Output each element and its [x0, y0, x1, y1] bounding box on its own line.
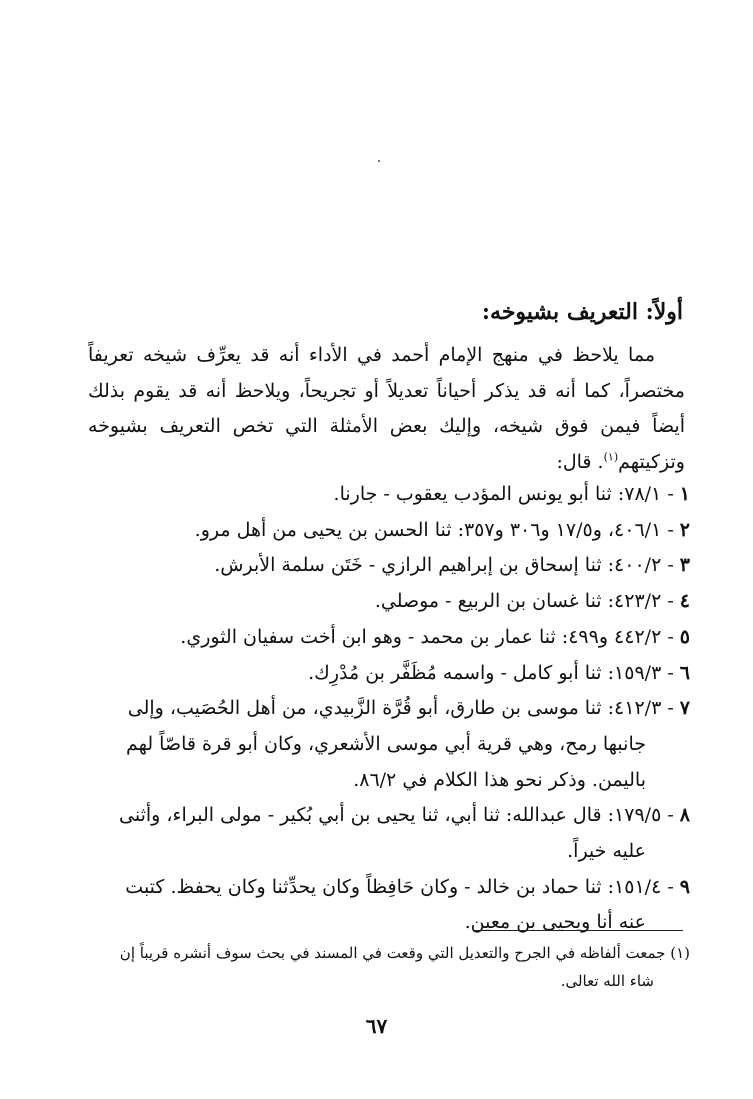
- footnote-separator: [473, 930, 683, 931]
- example-entry-3: ٣ - ٤٠٠/٢: ثنا إسحاق بن إبراهيم الرازي - خَتَن سلمة الأبرش.: [214, 554, 690, 577]
- example-entry-4: ٤ - ٤٢٣/٢: ثنا غسان بن الربيع - موصلي.: [374, 590, 690, 613]
- entry-text: ٧٨/١: ثنا أبو يونس المؤدب يعقوب - جارنا.: [333, 483, 662, 505]
- entry-number: ٧: [679, 697, 690, 720]
- entry-text: ٤١٢/٣: ثنا موسى بن طارق، أبو قُرَّة الزَّبيدي، من أهل الحُصَيب، وإلى: [127, 697, 662, 720]
- footnote-reference[interactable]: (١): [603, 450, 619, 464]
- footnote: [62, 939, 690, 995]
- entry-continuation: باليمن. وذكر نحو هذا الكلام في ٨٦/٢.: [353, 768, 646, 791]
- entry-number: ٦: [679, 661, 690, 684]
- example-entry-1: ١ - ٧٨/١: ثنا أبو يونس المؤدب يعقوب - جارنا.: [333, 483, 690, 505]
- section-heading: أولاً: التعريف بشيوخه:: [481, 299, 683, 325]
- footnote-line-1: جمعت ألفاظه في الجرح والتعديل التي وقعت في المسند في بحث سوف أنشره قريباً إن: [119, 944, 666, 962]
- intro-line-4-end: . قال:: [556, 451, 604, 474]
- intro-line-3: أيضاً فيمن فوق شيخه، وإليك بعض الأمثلة التي تخص التعريف بشيوخه: [88, 415, 685, 438]
- entry-number: ٨: [679, 804, 690, 827]
- examples-list: [60, 477, 690, 941]
- entry-text: ٤٠٠/٢: ثنا إسحاق بن إبراهيم الرازي - خَتَن سلمة الأبرش.: [214, 554, 662, 577]
- entry-number: ٥: [679, 625, 690, 648]
- footnote-line-2: شاء الله تعالى.: [560, 972, 654, 990]
- entry-number: ٤: [679, 590, 690, 613]
- intro-line-2: مختصراً، كما أنه قد يذكر أحياناً تعديلاً أو تجريحاً، ويلاحظ أنه قد يقوم بذلك: [88, 379, 685, 402]
- entry-number: ٢: [679, 518, 690, 541]
- entry-continuation: جانبها رمح، وهي قرية أبي موسى الأشعري، وكان أبو قرة قاصّاً لهم: [125, 732, 646, 755]
- entry-number: ٩: [679, 875, 690, 898]
- intro-paragraph: [88, 338, 685, 481]
- entry-text: ١٧٩/٥: قال عبدالله: ثنا أبي، ثنا يحيى بن أبي بُكير - مولى البراء، وأثنى: [119, 804, 662, 827]
- entry-continuation: عليه خيراً.: [567, 840, 646, 863]
- entry-number: ١: [679, 483, 690, 505]
- example-entry-6: ٦ - ١٥٩/٣: ثنا أبو كامل - واسمه مُظَفَّر بن مُدْرِك.: [308, 661, 690, 684]
- entry-continuation: عنه أنا ويحيى بن معين.: [464, 911, 646, 934]
- example-entry-8: ٨ - ١٧٩/٥: قال عبدالله: ثنا أبي، ثنا يحيى بن أبي بُكير - مولى البراء، وأثنى عليه خيراً.: [60, 798, 690, 869]
- scan-speck: [378, 160, 380, 162]
- example-entry-9: ٩ - ١٥١/٤: ثنا حماد بن خالد - وكان حَافِظاً وكان يحدِّثنا وكان يحفظ. كتبت عنه أنا ويحيى بن معين.: [60, 870, 690, 941]
- entry-number: ٣: [679, 554, 690, 577]
- footnote-marker: (١): [670, 944, 690, 962]
- entry-text: ١٥١/٤: ثنا حماد بن خالد - وكان حَافِظاً وكان يحدِّثنا وكان يحفظ. كتبت: [125, 875, 662, 898]
- example-entry-2: ٢ - ٤٠٦/١، و١٧/٥ و٣٠٦ و٣٥٧: ثنا الحسن بن يحيى من أهل مرو.: [194, 518, 690, 541]
- entry-text: ٤٤٢/٢ و٤٩٩: ثنا عمار بن محمد - وهو ابن أخت سفيان الثوري.: [180, 625, 662, 648]
- page-number: ٦٧: [365, 1014, 388, 1038]
- entry-text: ٤٠٦/١، و١٧/٥ و٣٠٦ و٣٥٧: ثنا الحسن بن يحيى من أهل مرو.: [194, 518, 662, 541]
- entry-text: ١٥٩/٣: ثنا أبو كامل - واسمه مُظَفَّر بن مُدْرِك.: [308, 661, 662, 684]
- example-entry-7: ٧ - ٤١٢/٣: ثنا موسى بن طارق، أبو قُرَّة الزَّبيدي، من أهل الحُصَيب، وإلى جانبها رمح، وهي قرية أبي موسى الأشعري، وكان أبو قرة قاصّاً لهم باليمن. وذكر نحو هذا الكلام في ٨٦/٢.: [60, 691, 690, 798]
- entry-text: ٤٢٣/٢: ثنا غسان بن الربيع - موصلي.: [374, 590, 662, 613]
- intro-line-1: مما يلاحظ في منهج الإمام أحمد في الأداء أنه قد يعرِّف شيخه تعريفاً: [88, 344, 655, 366]
- intro-line-4-start: وتزكيتهم: [618, 451, 685, 474]
- example-entry-5: ٥ - ٤٤٢/٢ و٤٩٩: ثنا عمار بن محمد - وهو ابن أخت سفيان الثوري.: [180, 625, 690, 648]
